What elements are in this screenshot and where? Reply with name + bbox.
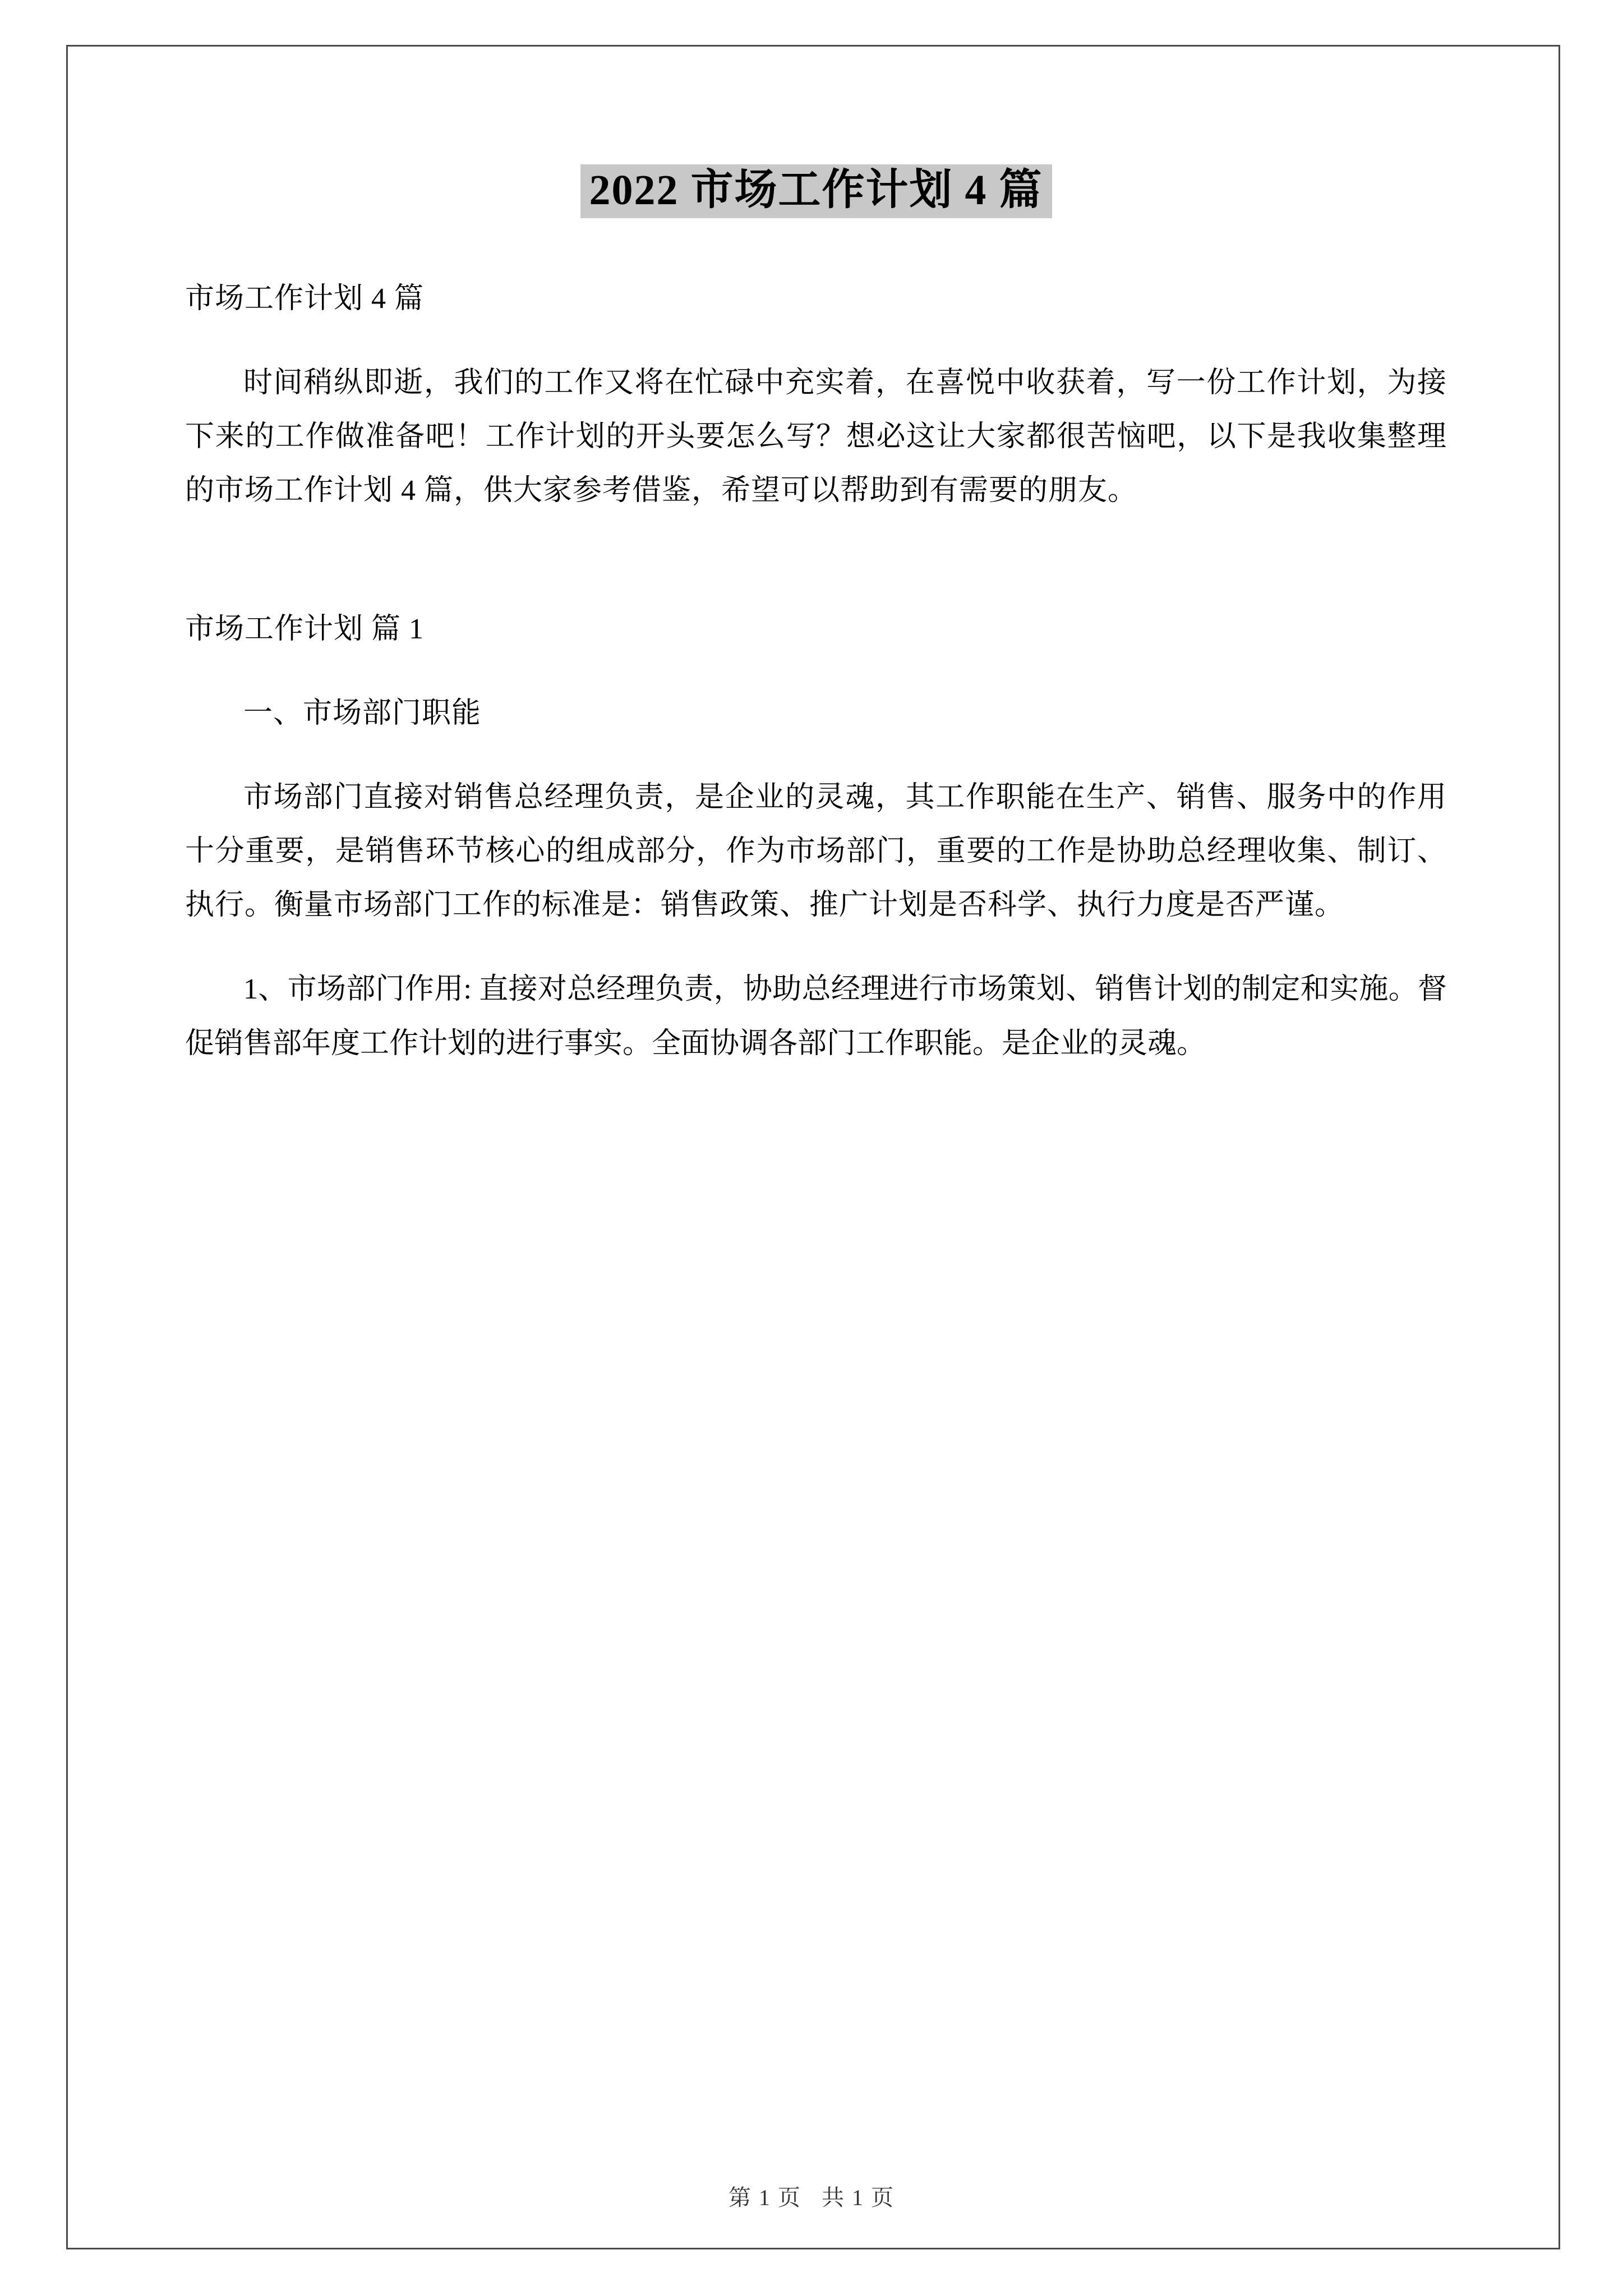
paragraph-intro: 时间稍纵即逝，我们的工作又将在忙碌中充实着，在喜悦中收获着，写一份工作计划，为接下来的工作做准备吧！工作计划的开头要怎么写？想必这让大家都很苦恼吧，以下是我收集整理的市场工作计划 4 篇，供大家参考借鉴，希望可以帮助到有需要的朋友。 xyxy=(185,366,1447,507)
page-title xyxy=(185,163,1447,218)
footer-total-pages: 共 1 页 xyxy=(822,2185,895,2210)
paragraph-heading-one: 一、市场部门职能 xyxy=(243,697,482,729)
document-content xyxy=(185,163,1447,1101)
paragraph-subtitle: 市场工作计划 4 篇 xyxy=(185,282,425,315)
section-heading-pian1: 市场工作计划 篇 1 xyxy=(185,613,425,645)
paragraph-body-two: 1、市场部门作用: 直接对总经理负责，协助总经理进行市场策划、销售计划的制定和实施。督促销售部年度工作计划的进行事实。全面协调各部门工作职能。是企业的灵魂。 xyxy=(185,973,1447,1060)
page-title-text: 2022 市场工作计划 4 篇 xyxy=(580,164,1052,218)
page-footer xyxy=(0,2180,1623,2212)
paragraph-body-one: 市场部门直接对销售总经理负责，是企业的灵魂，其工作职能在生产、销售、服务中的作用十分重要，是销售环节核心的组成部分，作为市场部门，重要的工作是协助总经理收集、制订、执行。衡量市场部门工作的标准是：销售政策、推广计划是否科学、执行力度是否严谨。 xyxy=(185,781,1447,922)
footer-current-page: 第 1 页 xyxy=(728,2185,801,2210)
